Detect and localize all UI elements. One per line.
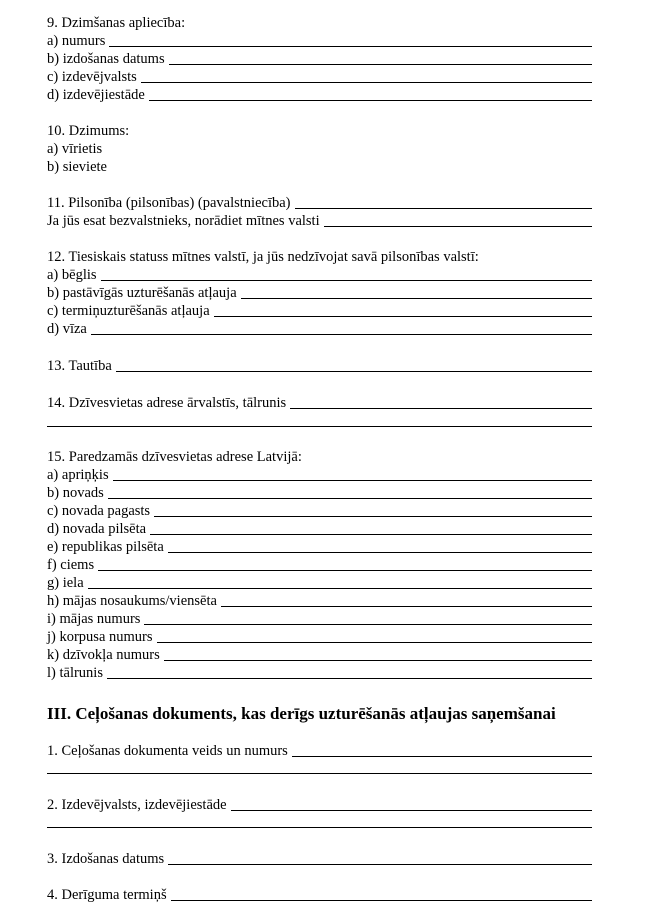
field-label: h) mājas nosaukums/viensēta: [47, 593, 217, 609]
field-label: 14. Dzīvesvietas adrese ārvalstīs, tālrunis: [47, 395, 287, 411]
s15-building-number-field[interactable]: [157, 642, 592, 643]
s15-village-field[interactable]: [98, 570, 592, 571]
s9-number-field[interactable]: [109, 46, 592, 47]
s15-item-row: [47, 664, 592, 682]
s9-number-row: [47, 32, 592, 50]
s3-issuer-continuation[interactable]: [47, 827, 592, 828]
s15-item-row: [47, 520, 592, 538]
field-label: k) dzīvokļa numurs: [47, 647, 160, 663]
s15-item-row: [47, 646, 592, 664]
field-label: g) iela: [47, 575, 84, 591]
s15-republic-city-field[interactable]: [168, 552, 592, 553]
s15-item-row: [47, 592, 592, 610]
field-label: 4. Derīguma termiņš: [47, 887, 167, 903]
s13-nationality-row: [47, 357, 592, 375]
field-label: d) novada pilsēta: [47, 521, 147, 537]
s14-foreign-address-row: [47, 394, 592, 412]
field-label: b) izdošanas datums: [47, 51, 165, 67]
s3-issue-date-row: [47, 850, 592, 868]
s15-apartment-number-field[interactable]: [164, 660, 592, 661]
field-label: d) vīza: [47, 321, 87, 337]
field-label: f) ciems: [47, 557, 95, 573]
s3-validity-field[interactable]: [171, 900, 592, 901]
s12-permanent-permit-row: [47, 284, 592, 302]
s10-female-option[interactable]: b) sieviete: [47, 159, 107, 175]
field-label: a) bēglis: [47, 267, 97, 283]
s10-male-option[interactable]: a) vīrietis: [47, 141, 103, 157]
s3-issuer-row: [47, 796, 592, 814]
s12-visa-row: [47, 320, 592, 338]
s3-doc-type-field[interactable]: [292, 756, 592, 757]
field-label: c) termiņuzturēšanās atļauja: [47, 303, 210, 319]
field-label: b) pastāvīgās uzturēšanās atļauja: [47, 285, 237, 301]
s15-item-row: [47, 574, 592, 592]
field-label: a) apriņķis: [47, 467, 109, 483]
s12-title: 12. Tiesiskais statuss mītnes valstī, ja jūs nedzīvojat savā pilsonības valstī:: [47, 249, 479, 265]
s15-item-row: [47, 556, 592, 574]
field-label: 2. Izdevējvalsts, izdevējiestāde: [47, 797, 227, 813]
s9-issuing-authority-field[interactable]: [149, 100, 592, 101]
s9-issuing-country-field[interactable]: [141, 82, 592, 83]
s11-residence-country-row: [47, 212, 592, 230]
field-label: 13. Tautība: [47, 358, 112, 374]
s15-item-row: [47, 484, 592, 502]
field-label: a) numurs: [47, 33, 106, 49]
field-label: e) republikas pilsēta: [47, 539, 164, 555]
s12-temporary-permit-field[interactable]: [214, 316, 592, 317]
s15-phone-field[interactable]: [107, 678, 592, 679]
s12-temporary-permit-row: [47, 302, 592, 320]
field-label: Ja jūs esat bezvalstnieks, norādiet mītnes valsti: [47, 213, 320, 229]
field-label: i) mājas numurs: [47, 611, 141, 627]
section-3-heading: III. Ceļošanas dokuments, kas derīgs uzturēšanās atļaujas saņemšanai: [47, 704, 556, 723]
s3-validity-row: [47, 886, 592, 904]
s15-house-name-field[interactable]: [221, 606, 592, 607]
s15-item-row: [47, 610, 592, 628]
s3-doc-type-continuation[interactable]: [47, 773, 592, 774]
s15-item-row: [47, 538, 592, 556]
field-label: c) izdevējvalsts: [47, 69, 137, 85]
s15-title: 15. Paredzamās dzīvesvietas adrese Latvijā:: [47, 449, 302, 465]
s10-title: 10. Dzimums:: [47, 123, 130, 139]
s12-permanent-permit-field[interactable]: [241, 298, 592, 299]
s9-issue-date-row: [47, 50, 592, 68]
field-label: l) tālrunis: [47, 665, 103, 681]
field-label: c) novada pagasts: [47, 503, 151, 519]
s11-citizenship-row: [47, 194, 592, 212]
s15-item-row: [47, 628, 592, 646]
s3-doc-type-row: [47, 742, 592, 760]
field-label: 3. Izdošanas datums: [47, 851, 165, 867]
s13-nationality-field[interactable]: [116, 371, 592, 372]
field-label: 1. Ceļošanas dokumenta veids un numurs: [47, 743, 288, 759]
s3-issue-date-field[interactable]: [168, 864, 592, 865]
s15-parish-field[interactable]: [154, 516, 592, 517]
s15-municipality-field[interactable]: [108, 498, 592, 499]
field-label: b) novads: [47, 485, 104, 501]
s9-issue-date-field[interactable]: [169, 64, 592, 65]
field-label: 11. Pilsonība (pilsonības) (pavalstniecība): [47, 195, 291, 211]
field-label: d) izdevējiestāde: [47, 87, 145, 103]
s9-title: 9. Dzimšanas apliecība:: [47, 15, 186, 31]
s15-municipal-town-field[interactable]: [150, 534, 592, 535]
s15-item-row: [47, 502, 592, 520]
s11-residence-country-field[interactable]: [324, 226, 592, 227]
s14-foreign-address-field[interactable]: [290, 408, 592, 409]
s15-house-number-field[interactable]: [144, 624, 592, 625]
s9-issuing-country-row: [47, 68, 592, 86]
s15-street-field[interactable]: [88, 588, 592, 589]
s15-item-row: [47, 466, 592, 484]
field-label: j) korpusa numurs: [47, 629, 153, 645]
s12-visa-field[interactable]: [91, 334, 592, 335]
s3-issuer-field[interactable]: [231, 810, 592, 811]
s11-citizenship-field[interactable]: [295, 208, 593, 209]
s15-district-field[interactable]: [113, 480, 592, 481]
s14-foreign-address-continuation[interactable]: [47, 426, 592, 427]
s12-refugee-field[interactable]: [101, 280, 592, 281]
s9-issuing-authority-row: [47, 86, 592, 104]
s12-refugee-row: [47, 266, 592, 284]
